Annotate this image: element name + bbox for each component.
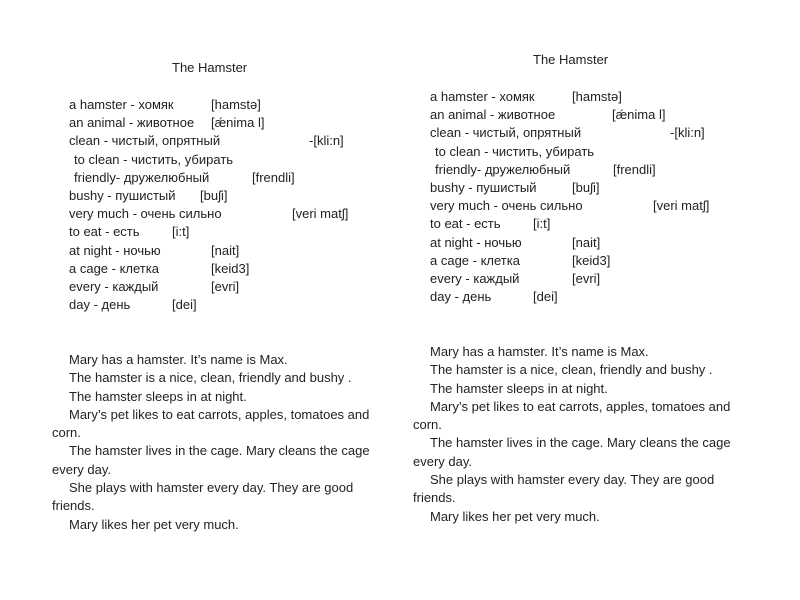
vocab-word: a hamster - хомяк [430, 89, 535, 104]
story-sentence: Mary likes her pet very much. [430, 508, 600, 524]
story-sentence: Mary has a hamster. It’s name is Max. [430, 344, 649, 359]
vocab-pronunciation: [buʃi] [572, 179, 600, 195]
vocab-word: clean - чистый, опрятный [430, 125, 582, 141]
vocab-pronunciation: [i:t] [533, 216, 551, 232]
vocab-pronunciation: [keid3] [211, 260, 250, 276]
story-sentence: The hamster sleeps in at night. [69, 388, 247, 404]
vocab-pronunciation: [hamstə] [211, 97, 261, 112]
vocab-pronunciation: [veri matʃ] [292, 206, 349, 222]
vocab-pronunciation: -[kli:n] [309, 133, 344, 149]
vocab-pronunciation: [buʃi] [200, 187, 228, 203]
vocab-word: a cage - клетка [430, 252, 520, 268]
story-sentence: The hamster sleeps in at night. [430, 380, 608, 396]
vocab-pronunciation: -[kli:n] [670, 125, 705, 141]
vocab-word: to eat - есть [430, 216, 501, 232]
vocab-word: day - день [430, 289, 492, 305]
vocab-word: every - каждый [430, 270, 520, 286]
story-sentence: The hamster lives in the cage. Mary cleans the cage every day. [52, 443, 370, 477]
vocab-pronunciation: [frendli] [613, 161, 656, 177]
vocab-word: a hamster - хомяк [69, 97, 174, 112]
vocab-pronunciation: [frendli] [252, 169, 295, 185]
story-sentence: Mary has a hamster. It’s name is Max. [69, 352, 288, 367]
vocab-word: an animal - животное [69, 115, 195, 131]
vocab-word: bushy - пушистый [69, 187, 176, 203]
story-text [413, 343, 753, 526]
story-sentence: Mary’s pet likes to eat carrots, apples, tomatoes and corn. [413, 398, 731, 433]
vocab-word: very much - очень сильно [69, 206, 222, 222]
page-title: The Hamster [533, 52, 609, 67]
vocab-pronunciation: [evri] [572, 270, 601, 286]
vocab-word: day - день [69, 297, 131, 313]
story-sentence: The hamster lives in the cage. Mary cleans the cage every day. [413, 435, 731, 469]
vocab-word: bushy - пушистый [430, 179, 537, 195]
vocab-word: to clean - чистить, убирать [435, 143, 595, 159]
story-sentence: The hamster is a nice, clean, friendly and bushy . [430, 362, 713, 378]
vocab-pronunciation: [dei] [172, 297, 197, 313]
vocab-word: to eat - есть [69, 224, 140, 240]
vocab-pronunciation: [hamstə] [572, 89, 622, 104]
vocab-pronunciation: [keid3] [572, 252, 611, 268]
vocab-word: to clean - чистить, убирать [74, 151, 234, 167]
vocab-word: at night - ночью [69, 242, 161, 258]
story-sentence: The hamster is a nice, clean, friendly and bushy . [69, 370, 352, 386]
vocab-word: a cage - клетка [69, 260, 159, 276]
vocab-pronunciation: [veri matʃ] [653, 198, 710, 214]
vocab-word: at night - ночью [430, 234, 522, 250]
story-sentence: Mary’s pet likes to eat carrots, apples, tomatoes and corn. [52, 406, 370, 441]
vocab-pronunciation: [ǽnima l] [612, 107, 666, 123]
story-sentence: She plays with hamster every day. They are good friends. [52, 480, 354, 514]
vocab-word: friendly- дружелюбный [74, 169, 210, 185]
vocab-pronunciation: [nait] [211, 242, 240, 258]
story-sentence: She plays with hamster every day. They are good friends. [413, 472, 715, 506]
page-title: The Hamster [172, 60, 248, 75]
vocab-word: clean - чистый, опрятный [69, 133, 221, 149]
vocab-pronunciation: [i:t] [172, 224, 190, 240]
vocab-pronunciation: [ǽnima l] [211, 115, 265, 131]
story-text [52, 351, 392, 534]
vocab-pronunciation: [nait] [572, 234, 601, 250]
vocab-word: very much - очень сильно [430, 198, 583, 214]
vocab-pronunciation: [dei] [533, 289, 558, 305]
vocab-word: an animal - животное [430, 107, 556, 123]
vocab-word: every - каждый [69, 278, 159, 294]
vocab-word: friendly- дружелюбный [435, 161, 571, 177]
vocab-pronunciation: [evri] [211, 278, 240, 294]
story-sentence: Mary likes her pet very much. [69, 516, 239, 532]
